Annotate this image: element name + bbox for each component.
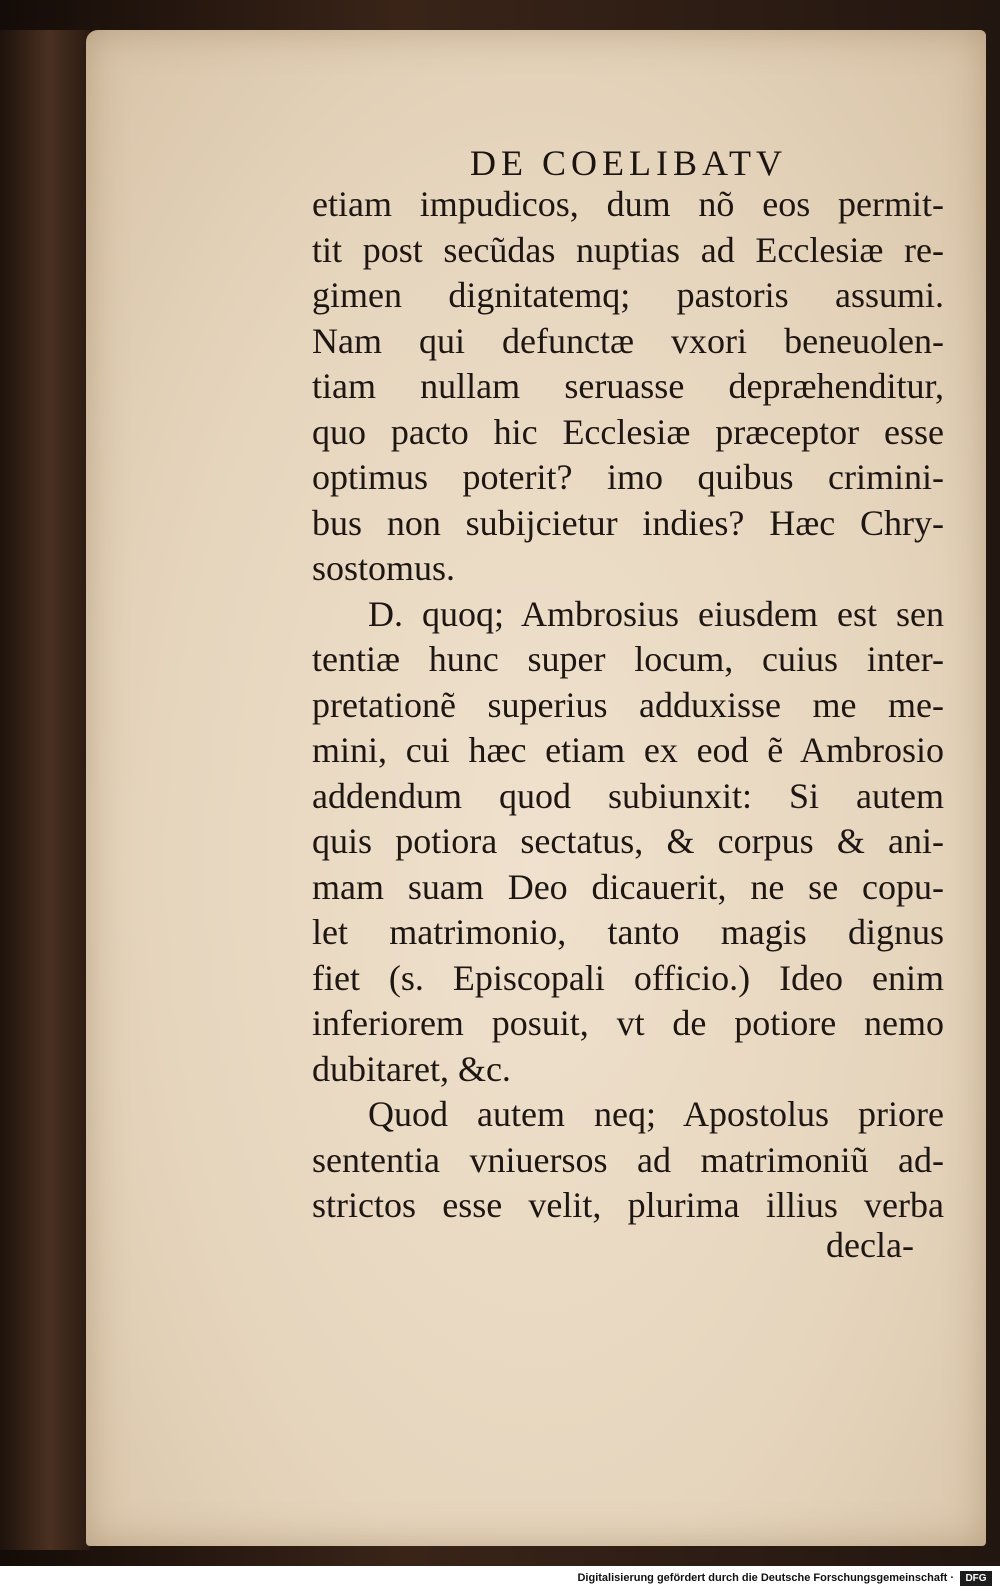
text-line: pretationẽ superius adduxisse me me- — [312, 684, 944, 725]
text-line: optimus poterit? imo quibus crimini- — [312, 457, 944, 497]
text-line: dubitaret, &c. — [312, 1048, 511, 1089]
text-line: bus non subijcietur indies? Hæc Chry- — [312, 502, 944, 543]
text-line: inferiorem posuit, vt de potiore nemo — [312, 1003, 944, 1043]
text-line: mam suam Deo dicauerit, ne se copu- — [312, 866, 944, 907]
text-line: quis potiora sectatus, & corpus & ani- — [312, 821, 944, 861]
text-block — [312, 182, 944, 1229]
footer-bar — [0, 1566, 1000, 1594]
text-line: strictos esse velit, plurima illius verba — [312, 1185, 944, 1225]
text-line: tit post secũdas nuptias ad Ecclesiæ re- — [312, 229, 944, 270]
dfg-logo: DFG — [960, 1571, 992, 1586]
text-line: Nam qui defunctæ vxori beneuolen- — [312, 320, 944, 361]
text-line: sostomus. — [312, 548, 456, 588]
text-line: fiet (s. Episcopali officio.) Ideo enim — [312, 957, 944, 998]
catchword: decla- — [826, 1225, 914, 1265]
funding-credit: Digitalisierung gefördert durch die Deutsche Forschungsgemeinschaft · — [577, 1572, 954, 1584]
text-line: let matrimonio, tanto magis dignus — [312, 912, 944, 952]
text-line: mini, cui hæc etiam ex eod ẽ Ambrosio — [312, 730, 944, 770]
running-head: DE COELIBATV — [470, 143, 787, 183]
text-line: addendum quod subiunxit: Si autem — [312, 775, 944, 816]
text-line: etiam impudicos, dum nõ eos permit- — [312, 184, 944, 224]
text-line: tiam nullam seruasse depræhenditur, — [312, 366, 944, 406]
paragraph-start-line: Quod autem neq; Apostolus priore — [368, 1094, 944, 1134]
paragraph-start-line: D. quoq; Ambrosius eiusdem est sen — [368, 593, 944, 634]
text-line: gimen dignitatemq; pastoris assumi. — [312, 275, 944, 315]
text-line: sententia vniuersos ad matrimoniũ ad- — [312, 1139, 944, 1180]
book-spine — [0, 30, 90, 1550]
text-line: tentiæ hunc super locum, cuius inter- — [312, 639, 944, 679]
text-line: quo pacto hic Ecclesiæ præceptor esse — [312, 411, 944, 452]
